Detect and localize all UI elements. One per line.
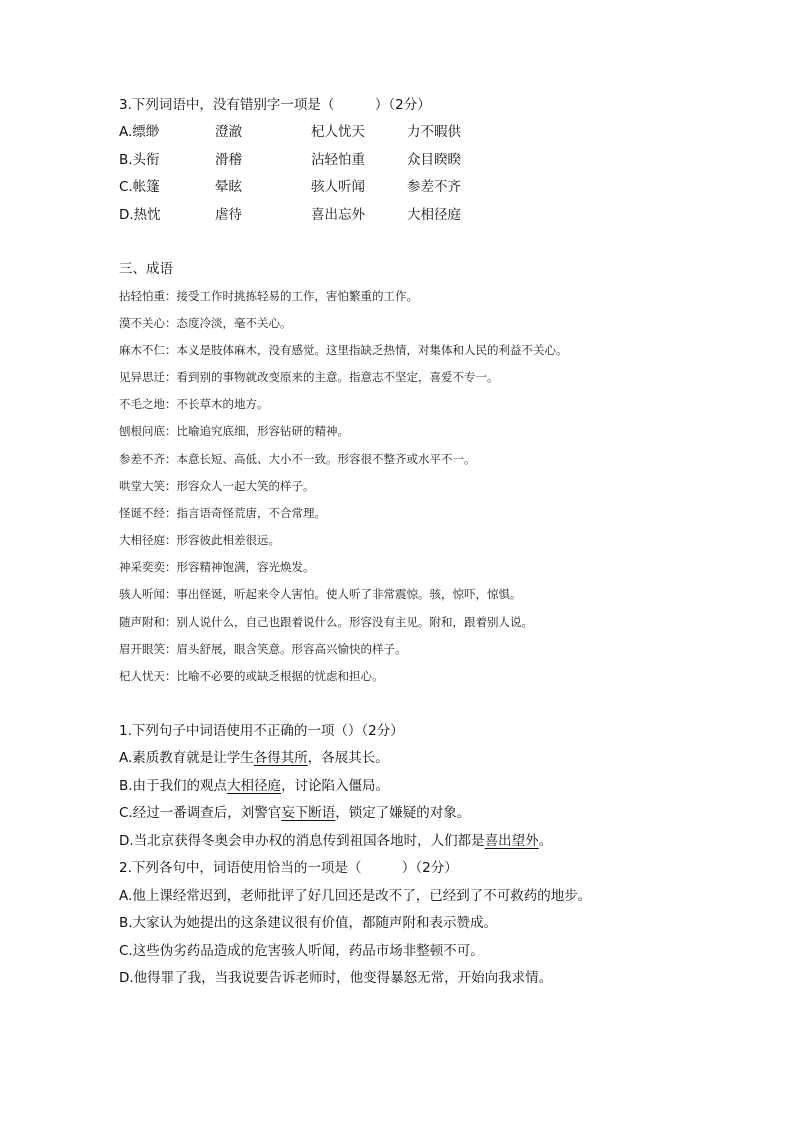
idiom-definition: 见异思迁：看到别的事物就改变原来的主意。指意志不坚定，喜爱不专一。	[119, 370, 499, 384]
q3-a-word-2: 澄澈	[215, 124, 242, 140]
q3-c-word-4: 参差不齐	[407, 179, 461, 195]
q1-option-d	[119, 831, 552, 851]
q3-b-word-3: 沾轻怕重	[311, 152, 365, 168]
q3-d-word-3: 喜出忘外	[311, 207, 365, 223]
q3-d-word-2: 虐待	[215, 207, 242, 223]
q3-c-word-3: 骇人听闻	[311, 179, 365, 195]
q1-c-text: C.经过一番调查后，刘警官	[119, 805, 282, 821]
q1-d-tail: 。	[538, 833, 553, 849]
idiom-definition: 参差不齐：本意长短、高低、大小不一致。形容很不整齐或水平不一。	[119, 452, 476, 466]
idiom-definition: 拈轻怕重：接受工作时挑拣轻易的工作，害怕繁重的工作。	[119, 289, 418, 303]
q1-a-underlined: 各得其所	[253, 750, 308, 766]
idiom-definition: 大相径庭：形容彼此相差很远。	[119, 533, 280, 547]
q3-b-word-2: 滑稽	[215, 152, 242, 168]
q2-stem: 2.下列各句中，词语使用恰当的一项是（ ）（2分）	[119, 860, 458, 876]
q3-c-word-1: C.帐篷	[119, 179, 160, 195]
q1-a-tail: ，各展其长。	[307, 750, 389, 766]
q2-option-b: B.大家认为她提出的这条建议很有价值，都随声附和表示赞成。	[119, 915, 498, 931]
q1-option-c	[119, 803, 470, 823]
q3-d-word-1: D.热忱	[119, 207, 161, 223]
idiom-definition: 漠不关心：态度冷淡，毫不关心。	[119, 316, 292, 330]
idiom-definition: 刨根问底：比喻追究底细，形容钻研的精神。	[119, 424, 349, 438]
q3-a-word-4: 力不暇供	[407, 124, 461, 140]
q3-b-word-1: B.头衔	[119, 152, 160, 168]
q3-b-word-4: 众目睽睽	[407, 152, 461, 168]
idiom-definition: 杞人忧天：比喻不必要的或缺乏根据的忧虑和担心。	[119, 669, 384, 683]
q1-b-text: B.由于我们的观点	[119, 778, 228, 794]
q2-option-c: C.这些伪劣药品造成的危害骇人听闻，药品市场非整顿不可。	[119, 943, 484, 959]
q1-c-tail: ，锁定了嫌疑的对象。	[335, 805, 471, 821]
idiom-definition: 骇人听闻：事出怪诞，听起来令人害怕。使人听了非常震惊。骇，惊吓，惊惧。	[119, 587, 522, 601]
q1-option-a	[119, 748, 389, 768]
q2-option-d: D.他得罪了我，当我说要告诉老师时，他变得暴怒无常，开始向我求情。	[119, 970, 553, 986]
q1-a-text: A.素质教育就是让学生	[119, 750, 254, 766]
idiom-definition: 哄堂大笑：形容众人一起大笑的样子。	[119, 479, 315, 493]
q1-b-tail: ，讨论陷入僵局。	[281, 778, 390, 794]
idiom-definition: 随声附和：别人说什么，自己也跟着说什么。形容没有主见。附和，跟着别人说。	[119, 615, 533, 629]
q3-d-word-4: 大相径庭	[407, 207, 461, 223]
section-title: 三、成语	[119, 261, 173, 277]
q1-stem: 1.下列句子中词语使用不正确的一项（）（2分）	[119, 723, 404, 739]
q1-b-underlined: 大相径庭	[227, 778, 282, 794]
q1-c-underlined: 妄下断语	[281, 805, 336, 821]
q3-a-word-1: A.缥缈	[119, 124, 160, 140]
idiom-definition: 眉开眼笑：眉头舒展，眼含笑意。形容高兴愉快的样子。	[119, 642, 407, 656]
q3-a-word-3: 杞人忧天	[311, 124, 365, 140]
idiom-definition: 怪诞不经：指言语奇怪荒唐，不合常理。	[119, 506, 326, 520]
idiom-definition: 不毛之地：不长草木的地方。	[119, 397, 269, 411]
q3-c-word-2: 晕眩	[215, 179, 242, 195]
q2-option-a: A.他上课经常迟到，老师批评了好几回还是改不了，已经到了不可救药的地步。	[119, 888, 592, 904]
idiom-definition: 麻木不仁：本义是肢体麻木，没有感觉。这里指缺乏热情，对集体和人民的利益不关心。	[119, 343, 568, 357]
q3-stem: 3.下列词语中，没有错别字一项是（ ）（2分）	[119, 97, 431, 113]
q1-d-underlined: 喜出望外	[484, 833, 539, 849]
idiom-definition: 神采奕奕：形容精神饱满，容光焕发。	[119, 560, 315, 574]
q1-d-text: D.当北京获得冬奥会申办权的消息传到祖国各地时，人们都是	[119, 833, 485, 849]
q1-option-b	[119, 776, 389, 796]
